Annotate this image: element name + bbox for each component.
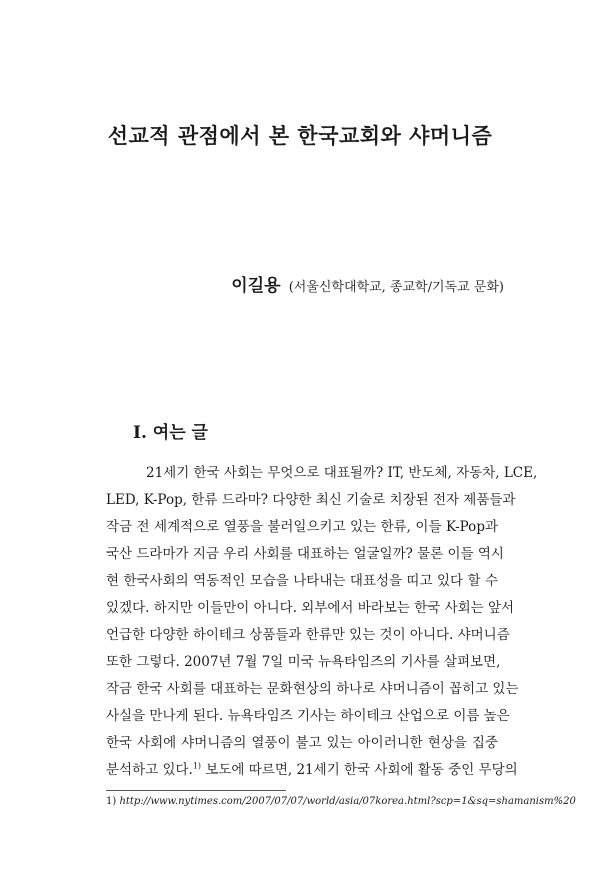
author-name: 이길용 [231, 276, 281, 296]
footnote-divider [106, 790, 286, 791]
body-text-line: 작금 한국 사회를 대표하는 문화현상의 하나로 샤머니즘이 꼽히고 있는 [106, 681, 519, 697]
body-text-line: 또한 그렇다. 2007년 7월 7일 미국 뉴욕타임즈의 기사를 살펴보면, [106, 654, 501, 670]
footnote-marker: 1) [106, 796, 117, 807]
body-text-line: 언급한 다양한 하이테크 상품들과 한류만 있는 것이 아니다. 샤머니즘 [106, 627, 510, 643]
body-text-line: 21세기 한국 사회는 무엇으로 대표될까? IT, 반도체, 자동차, LCE, [146, 465, 538, 481]
paper-title: 선교적 관점에서 본 한국교회와 샤머니즘 [107, 123, 493, 148]
body-text-line: 한국 사회에 샤머니즘의 열풍이 불고 있는 아이러니한 현상을 집중 [106, 735, 498, 751]
body-text-line: LED, K-Pop, 한류 드라마? 다양한 최신 기술로 치장된 전자 제품들과 [106, 492, 516, 508]
body-text-line-last [106, 759, 518, 781]
body-text-line: 국산 드라마가 지금 우리 사회를 대표하는 얼굴일까? 물론 이들 역시 [106, 546, 504, 562]
footnote-reference[interactable]: 1) [192, 761, 202, 771]
section-heading: I. 여는 글 [133, 423, 208, 443]
body-text-segment: 보도에 따르면, 21세기 한국 사회에 활동 중인 무당의 [201, 762, 518, 778]
body-text-segment: 분석하고 있다. [106, 762, 193, 778]
author-line [231, 271, 504, 296]
footnote-url[interactable]: http://www.nytimes.com/2007/07/07/world/asia/07korea.html?scp=1&sq=shamanism%20 [119, 796, 576, 807]
body-text-line: 있겠다. 하지만 이들만이 아니다. 외부에서 바라보는 한국 사회는 앞서 [106, 600, 515, 616]
footnote [106, 796, 576, 807]
body-text-line: 사실을 만나게 된다. 뉴욕타임즈 기사는 하이테크 산업으로 이름 높은 [106, 708, 510, 724]
body-text-line: 현 한국사회의 역동적인 모습을 나타내는 대표성을 띠고 있다 할 수 [106, 573, 498, 589]
body-text-line: 작금 전 세계적으로 열풍을 불러일으키고 있는 한류, 이들 K-Pop과 [106, 519, 498, 535]
author-affiliation: (서울신학대학교, 종교학/기독교 문화) [288, 280, 504, 295]
